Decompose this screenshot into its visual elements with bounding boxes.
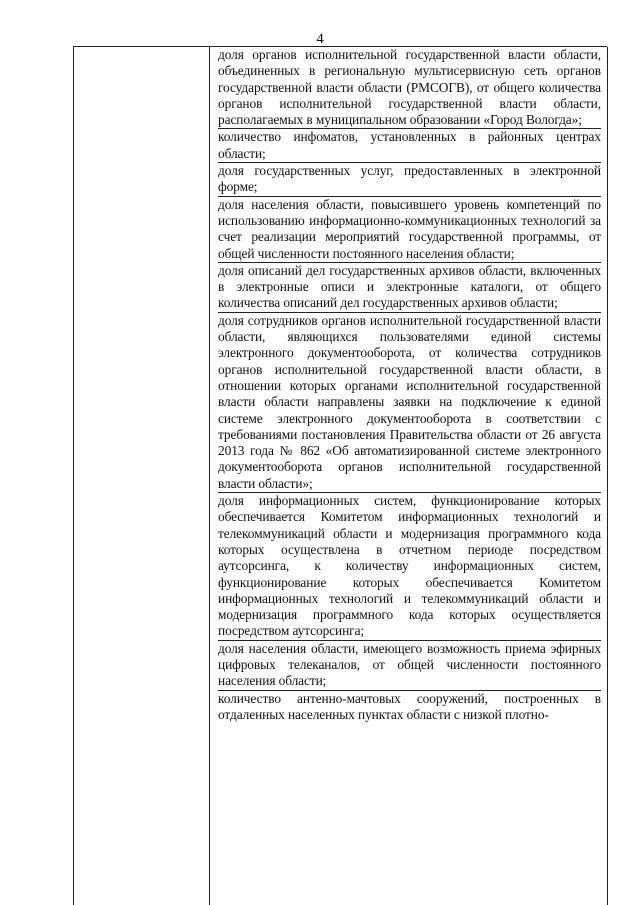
indicator-rmsogv-share: доля органов исполнительной государственной власти области, объединенных в региональную мультисервисную сеть органов государственной власти области (РМСОГВ), от общего количества органов исполнительной государственной власти области, располагаемых в муниципальном образовании «Город Вологда»;	[218, 47, 601, 129]
indicator-outsourced-systems-share: доля информационных систем, функционирование которых обеспечивается Комитетом информационных технологий и телекоммуникаций области и модернизация программного кода которых осуществлена в отчетном периоде посредством аутсорсинга, к количеству информационных систем, функционирование которых обеспечивается Комитетом информационных технологий и телекоммуникаций области и модернизация программного кода которых осуществляется посредством аутсорсинга;	[218, 493, 601, 641]
indicator-digital-tv-share: доля населения области, имеющего возможность приема эфирных цифровых телеканалов, от общей численности постоянного населения области;	[218, 641, 601, 691]
indicator-edo-users-share: доля сотрудников органов исполнительной государственной власти области, являющихся пользователями единой системы электронного документооборота, от количества сотрудников органов исполнительной государственной власти области, в отношении которых органами исполнительной государственной власти области направлены заявки на подключение к единой системе электронного документооборота в соответствии с требованиями постановления Правительства области от 26 августа 2013 года № 862 «Об автоматизированной системе электронного документооборота органов исполнительной государственной власти области»;	[218, 313, 601, 493]
indicator-ict-competence-share: доля населения области, повысившего уровень компетенций по использованию информационно-коммуникационных технологий за счет реализации мероприятий государственной программы, от общей численности постоянного населения области;	[218, 197, 601, 263]
indicator-archive-inventories-share: доля описаний дел государственных архивов области, включенных в электронные описи и электронные каталоги, от общего количества описаний дел государственных архивов области;	[218, 263, 601, 313]
indicator-infomats-count: количество инфоматов, установленных в районных центрах области;	[218, 129, 601, 163]
indicator-antenna-masts-count: количество антенно-мачтовых сооружений, построенных в отдаленных населенных пунктах области с низкой плотно-	[218, 690, 601, 722]
page-number: 4	[316, 31, 324, 47]
table-left-column	[74, 47, 210, 905]
indicators-table	[73, 46, 607, 905]
table-right-column	[210, 47, 608, 905]
indicator-electronic-services-share: доля государственных услуг, предоставленных в электронной форме;	[218, 163, 601, 197]
